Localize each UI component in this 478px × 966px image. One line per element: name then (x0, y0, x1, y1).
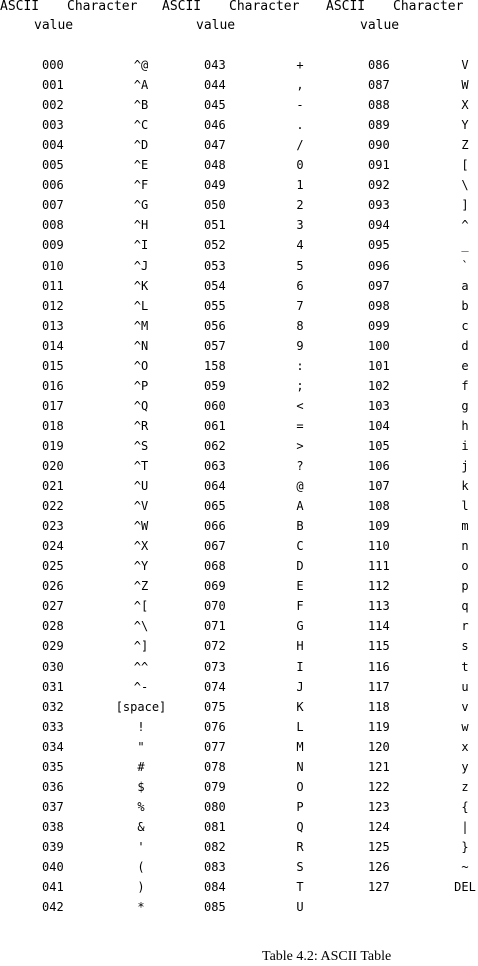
ascii-value: 117 (368, 679, 390, 694)
ascii-value: 056 (204, 318, 226, 333)
ascii-character: e (461, 358, 469, 373)
ascii-value: 046 (204, 118, 226, 133)
table-caption: Table 4.2: ASCII Table (262, 949, 392, 964)
ascii-value: 108 (368, 499, 390, 514)
ascii-character: ~ (461, 860, 469, 874)
ascii-character: l (461, 499, 469, 514)
ascii-character: 6 (296, 278, 304, 293)
ascii-character: / (296, 138, 304, 153)
ascii-character: > (296, 438, 304, 453)
ascii-value: 024 (42, 539, 64, 554)
ascii-value: 005 (42, 158, 64, 173)
ascii-value: 067 (204, 539, 226, 554)
ascii-character: a (461, 278, 469, 293)
ascii-character: Z (461, 138, 469, 153)
ascii-character: h (461, 418, 469, 433)
ascii-value: 004 (42, 138, 64, 153)
ascii-character: ^P (133, 378, 149, 393)
ascii-character: < (296, 398, 304, 413)
ascii-value: 077 (204, 739, 226, 754)
ascii-character: ^O (133, 358, 149, 373)
ascii-character: c (461, 318, 469, 333)
ascii-character: I (296, 659, 304, 674)
ascii-character: m (461, 519, 469, 534)
ascii-character: ^ (461, 218, 469, 233)
ascii-value: 012 (42, 298, 64, 313)
ascii-character: ; (296, 378, 304, 393)
ascii-character: u (461, 679, 469, 694)
ascii-character: ^Y (133, 559, 149, 574)
ascii-character: p (461, 579, 469, 594)
ascii-character: 0 (296, 158, 304, 173)
ascii-character: ^I (133, 238, 149, 253)
ascii-value: 095 (368, 238, 390, 253)
ascii-character: i (461, 438, 469, 453)
ascii-value: 071 (204, 619, 226, 634)
ascii-value: 069 (204, 579, 226, 594)
ascii-value: 078 (204, 759, 226, 774)
ascii-character: _ (461, 238, 469, 253)
ascii-character: 3 (296, 218, 304, 233)
ascii-character: j (461, 459, 469, 473)
ascii-character: g (461, 398, 469, 413)
ascii-value: 023 (42, 519, 64, 534)
ascii-value: 088 (368, 98, 390, 113)
ascii-character: C (296, 539, 304, 554)
ascii-value: 052 (204, 238, 226, 253)
ascii-value: 047 (204, 138, 226, 153)
ascii-value: 086 (368, 58, 390, 72)
ascii-value: 019 (42, 438, 64, 453)
ascii-character: | (461, 819, 469, 834)
ascii-value: 015 (42, 358, 64, 373)
ascii-character: DEL (454, 880, 476, 895)
ascii-value: 112 (368, 579, 390, 594)
ascii-value: 072 (204, 639, 226, 654)
ascii-value: 013 (42, 318, 64, 333)
ascii-value: 122 (368, 779, 390, 794)
ascii-character: w (461, 719, 469, 734)
ascii-value: 042 (42, 900, 64, 915)
ascii-value: 094 (368, 218, 390, 233)
ascii-value: 124 (368, 819, 390, 834)
ascii-character: ^@ (133, 58, 149, 72)
ascii-value: 093 (368, 198, 390, 213)
ascii-character: \ (461, 178, 469, 193)
ascii-value: 076 (204, 719, 226, 734)
ascii-character: ^E (133, 158, 149, 173)
ascii-value: 044 (204, 78, 226, 93)
ascii-value: 082 (204, 839, 226, 854)
ascii-value: 068 (204, 559, 226, 574)
ascii-value: 057 (204, 338, 226, 353)
ascii-character: - (296, 98, 304, 113)
ascii-value: 080 (204, 799, 226, 814)
ascii-character: H (296, 639, 304, 654)
ascii-value: 000 (42, 58, 64, 72)
ascii-value: 102 (368, 378, 390, 393)
ascii-value: 014 (42, 338, 64, 353)
ascii-value: 006 (42, 178, 64, 193)
ascii-character: ^R (133, 418, 149, 433)
ascii-value: 158 (204, 358, 226, 373)
ascii-character: ( (137, 860, 145, 874)
ascii-character: U (296, 900, 304, 915)
ascii-character: K (296, 699, 304, 714)
ascii-value: 113 (368, 599, 390, 614)
ascii-value: 020 (42, 459, 64, 473)
ascii-value: 048 (204, 158, 226, 173)
ascii-character: [ (461, 158, 469, 173)
ascii-value: 043 (204, 58, 226, 72)
ascii-value: 029 (42, 639, 64, 654)
ascii-character: , (296, 78, 304, 93)
ascii-character: Y (461, 118, 469, 133)
ascii-character: 4 (296, 238, 304, 253)
ascii-value: 075 (204, 699, 226, 714)
ascii-value: 011 (42, 278, 64, 293)
ascii-character: ^Z (133, 579, 149, 594)
ascii-value: 040 (42, 860, 64, 874)
ascii-value: 070 (204, 599, 226, 614)
ascii-character: ^A (133, 78, 149, 93)
ascii-character: E (296, 579, 304, 594)
ascii-value: 009 (42, 238, 64, 253)
ascii-value: 097 (368, 278, 390, 293)
ascii-character: 7 (296, 298, 304, 313)
ascii-value: 099 (368, 318, 390, 333)
header-character: Character (229, 0, 300, 14)
ascii-character: J (296, 679, 304, 694)
ascii-value: 115 (368, 639, 390, 654)
ascii-character: ^^ (133, 659, 149, 674)
ascii-value: 051 (204, 218, 226, 233)
ascii-value: 050 (204, 198, 226, 213)
ascii-character: 5 (296, 258, 304, 273)
ascii-value: 123 (368, 799, 390, 814)
ascii-value: 105 (368, 438, 390, 453)
ascii-value: 116 (368, 659, 390, 674)
ascii-character: ) (137, 880, 145, 895)
ascii-character: ? (296, 459, 304, 473)
ascii-character: ^F (133, 178, 149, 193)
ascii-value: 089 (368, 118, 390, 133)
ascii-value: 111 (368, 559, 390, 574)
ascii-character: ^K (133, 278, 149, 293)
ascii-value: 027 (42, 599, 64, 614)
ascii-character: ^N (133, 338, 149, 353)
ascii-value: 096 (368, 258, 390, 273)
ascii-value: 118 (368, 699, 390, 714)
ascii-value: 033 (42, 719, 64, 734)
ascii-value: 125 (368, 839, 390, 854)
ascii-value: 106 (368, 459, 390, 473)
ascii-value: 074 (204, 679, 226, 694)
ascii-value: 041 (42, 880, 64, 895)
header-ascii: ASCII (162, 0, 202, 14)
ascii-value: 025 (42, 559, 64, 574)
ascii-character: d (461, 338, 469, 353)
ascii-value: 030 (42, 659, 64, 674)
ascii-character: D (296, 559, 304, 574)
ascii-value: 034 (42, 739, 64, 754)
header-ascii: ASCII (326, 0, 366, 14)
ascii-value: 090 (368, 138, 390, 153)
ascii-value: 018 (42, 418, 64, 433)
ascii-value: 031 (42, 679, 64, 694)
ascii-character: ^D (133, 138, 149, 153)
ascii-character: B (296, 519, 304, 534)
ascii-character: " (137, 739, 145, 754)
ascii-character: ^L (133, 298, 149, 313)
ascii-character: ^[ (133, 599, 149, 614)
ascii-character: { (461, 799, 469, 814)
ascii-character: V (461, 58, 469, 72)
ascii-character: R (296, 839, 304, 854)
ascii-value: 032 (42, 699, 64, 714)
ascii-value: 001 (42, 78, 64, 93)
ascii-value: 110 (368, 539, 390, 554)
header-value: value (360, 18, 400, 33)
ascii-character: z (461, 779, 469, 794)
ascii-character: n (461, 539, 469, 554)
header-value: value (196, 18, 236, 33)
ascii-value: 038 (42, 819, 64, 834)
ascii-character: ^\ (133, 619, 149, 634)
ascii-character: ^] (133, 639, 149, 654)
ascii-character: T (296, 880, 304, 895)
ascii-character: S (296, 860, 304, 874)
ascii-character: A (296, 499, 304, 514)
ascii-value: 126 (368, 860, 390, 874)
ascii-value: 055 (204, 298, 226, 313)
ascii-value: 119 (368, 719, 390, 734)
ascii-character: t (461, 659, 469, 674)
ascii-character: 1 (296, 178, 304, 193)
ascii-character: ^C (133, 118, 149, 133)
ascii-character: [space] (115, 699, 167, 714)
ascii-value: 101 (368, 358, 390, 373)
ascii-character: ^V (133, 499, 149, 514)
ascii-character: ^H (133, 218, 149, 233)
ascii-character: Q (296, 819, 304, 834)
ascii-character: ^J (133, 258, 149, 273)
ascii-value: 037 (42, 799, 64, 814)
ascii-character: ^T (133, 459, 149, 473)
ascii-value: 087 (368, 78, 390, 93)
ascii-value: 127 (368, 880, 390, 895)
ascii-value: 109 (368, 519, 390, 534)
ascii-character: ^B (133, 98, 149, 113)
ascii-character: 8 (296, 318, 304, 333)
ascii-character: + (296, 58, 304, 72)
ascii-character: o (461, 559, 469, 574)
ascii-value: 017 (42, 398, 64, 413)
ascii-value: 053 (204, 258, 226, 273)
ascii-character: s (461, 639, 469, 654)
ascii-value: 022 (42, 499, 64, 514)
ascii-value: 091 (368, 158, 390, 173)
ascii-character: = (296, 418, 304, 433)
ascii-character: . (296, 118, 304, 133)
ascii-value: 085 (204, 900, 226, 915)
ascii-value: 083 (204, 860, 226, 874)
ascii-value: 073 (204, 659, 226, 674)
ascii-character: # (137, 759, 145, 774)
header-character: Character (393, 0, 464, 14)
ascii-value: 063 (204, 459, 226, 473)
ascii-character: ^G (133, 198, 149, 213)
ascii-value: 079 (204, 779, 226, 794)
ascii-value: 007 (42, 198, 64, 213)
ascii-character: x (461, 739, 469, 754)
ascii-character: @ (296, 479, 304, 494)
ascii-character: ^- (133, 679, 149, 694)
ascii-character: r (461, 619, 469, 634)
ascii-value: 103 (368, 398, 390, 413)
ascii-character: 9 (296, 338, 304, 353)
ascii-character: y (461, 759, 469, 774)
ascii-character: L (296, 719, 304, 734)
ascii-value: 081 (204, 819, 226, 834)
ascii-character: G (296, 619, 304, 634)
ascii-value: 061 (204, 418, 226, 433)
ascii-value: 066 (204, 519, 226, 534)
ascii-value: 054 (204, 278, 226, 293)
ascii-character: f (461, 378, 469, 393)
ascii-character: ! (137, 719, 145, 734)
ascii-value: 045 (204, 98, 226, 113)
ascii-value: 059 (204, 378, 226, 393)
ascii-character: ] (461, 198, 469, 213)
ascii-value: 036 (42, 779, 64, 794)
ascii-character: : (296, 358, 304, 373)
ascii-character: * (137, 900, 145, 915)
ascii-value: 028 (42, 619, 64, 634)
ascii-value: 008 (42, 218, 64, 233)
ascii-character: b (461, 298, 469, 313)
ascii-value: 064 (204, 479, 226, 494)
ascii-character: ^S (133, 438, 149, 453)
header-value: value (34, 18, 74, 33)
ascii-value: 065 (204, 499, 226, 514)
ascii-value: 049 (204, 178, 226, 193)
ascii-character: ' (137, 839, 145, 854)
ascii-value: 092 (368, 178, 390, 193)
ascii-value: 039 (42, 839, 64, 854)
ascii-character: F (296, 599, 304, 614)
ascii-character: M (296, 739, 304, 754)
ascii-character: ^Q (133, 398, 149, 413)
ascii-value: 016 (42, 378, 64, 393)
ascii-character: ^X (133, 539, 149, 554)
ascii-character: v (461, 699, 469, 714)
ascii-character: P (296, 799, 304, 814)
header-ascii: ASCII (0, 0, 40, 14)
ascii-character: ^M (133, 318, 149, 333)
ascii-value: 114 (368, 619, 390, 634)
ascii-value: 010 (42, 258, 64, 273)
ascii-value: 098 (368, 298, 390, 313)
ascii-character: ^W (133, 519, 149, 534)
ascii-value: 100 (368, 338, 390, 353)
ascii-value: 035 (42, 759, 64, 774)
ascii-character: ` (461, 258, 469, 273)
ascii-character: O (296, 779, 304, 794)
ascii-character: 2 (296, 198, 304, 213)
ascii-value: 062 (204, 438, 226, 453)
ascii-character: % (137, 799, 145, 814)
ascii-value: 121 (368, 759, 390, 774)
ascii-character: W (461, 78, 469, 93)
ascii-character: ^U (133, 479, 149, 494)
ascii-value: 060 (204, 398, 226, 413)
ascii-character: k (461, 479, 469, 494)
ascii-character: q (461, 599, 469, 614)
ascii-value: 120 (368, 739, 390, 754)
ascii-character: } (461, 839, 469, 854)
ascii-value: 104 (368, 418, 390, 433)
ascii-value: 084 (204, 880, 226, 895)
ascii-value: 003 (42, 118, 64, 133)
ascii-value: 107 (368, 479, 390, 494)
ascii-value: 002 (42, 98, 64, 113)
header-character: Character (67, 0, 138, 14)
ascii-value: 026 (42, 579, 64, 594)
ascii-character: X (461, 98, 469, 113)
ascii-value: 021 (42, 479, 64, 494)
ascii-character: $ (137, 779, 145, 794)
ascii-character: N (296, 759, 304, 774)
ascii-character: & (137, 819, 145, 834)
